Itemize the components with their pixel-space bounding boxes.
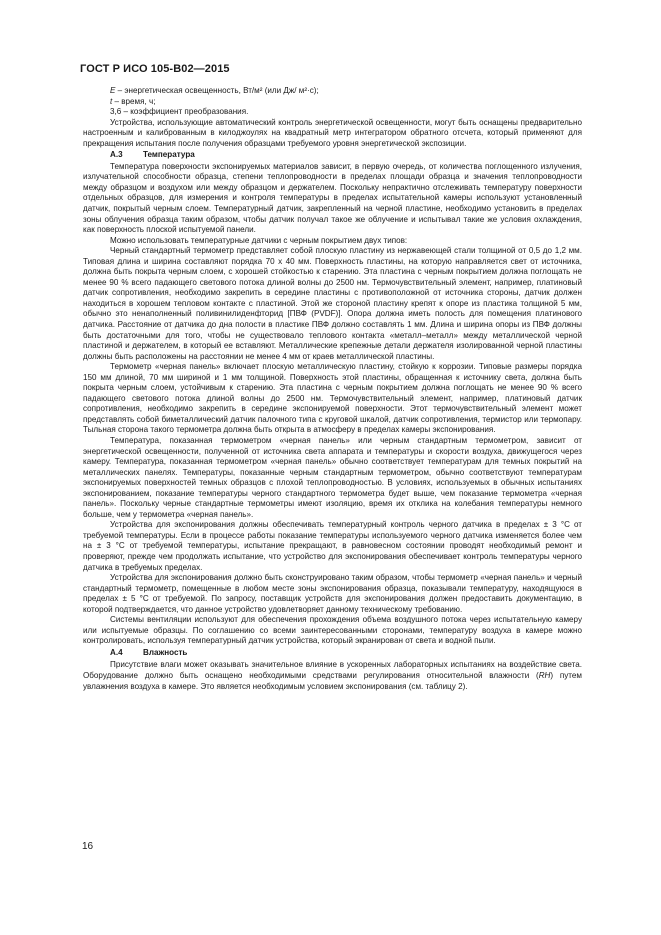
paragraph: Системы вентиляции используют для обеспечения прохождения объема воздушного потока через испытательную камеру или испытуемые образцы. По соглашению со всеми заинтересованными сторонами, температуру воздуха в камере можно контролировать, используя температурный датчик устройства, который экранирован от света и водной пыли. [83,615,582,646]
paragraph: Черный стандартный термометр представляет собой плоскую пластину из нержавеющей стали толщиной от 0,5 до 1,2 мм. Типовая длина и ширина составляют порядка 70 х 40 мм. Поверхность пластины, на которую направляется свет от источника, должна быть покрыта черным слоем, с хорошей стойкостью к старению. Эта пластина с черным покрытием должна поглощать не менее 90 % всего падающего светового потока длиной волны до 2500 нм. Термочувствительный элемент, например, платиновый датчик сопротивления, необходимо закрепить в середине пластины с противоположной от источника стороны, датчик должен находиться в хорошем тепловом контакте с пластиной. Этой же стороной пластину крепят к опоре из пластика толщиной 5 мм, обычно это ненаполненный поливинилиденфторид [ПВФ (PVDF)]. Опора должна иметь полость для помещения платинового датчика. Расстояние от датчика до дна полости в пластике ПВФ должно составлять 1 мм. Длина и ширина опоры из ПВФ должны быть достаточными для того, чтобы не существовало теплового контакта «металл–металл» между металлической черной пластиной и держателем, в который ее вставляют. Металлические крепежные детали держателя изолированной черной пластины должны быть расположены на расстоянии не менее 4 мм от краев металлической пластины. [83,246,582,361]
page-header: ГОСТ Р ИСО 105-В02—2015 [80,63,230,75]
section-heading-a4: А.4 Влажность [110,647,188,657]
definition-t: t – время, ч; [110,96,156,106]
paragraph: Можно использовать температурные датчики с черным покрытием двух типов: [110,235,408,245]
definition-e: E – энергетическая освещенность, Вт/м² (или Дж/ м²·с); [110,86,319,95]
paragraph: Температура поверхности экспонируемых материалов зависит, в первую очередь, от количества поглощенного излучения, излучательной способности образца, степени теплопроводности в пределах площади образца и значения теплопроводности между образцом и воздухом или между образцом и держателем. Поскольку непрактично отслеживать температуру поверхности отдельных образцов, для измерения и контроля температуры в пределах испытательной камеры используют установленный датчик, покрытый черным слоем. Температурный датчик, закрепленный на черной пластине, необходимо установить в пределах зоны облучения образца таким образом, чтобы датчик получал такое же облучение и испытывал такие же условия охлаждения, как поверхность плоской испытуемой панели. [83,161,582,235]
page-number: 16 [82,841,94,852]
page-body [83,86,582,692]
paragraph: Присутствие влаги может оказывать значительное влияние в ускоренных лабораторных испытаниях на воздействие света. Оборудование должно быть оснащено необходимыми средствами регулирования относительной влажности (RH) путем увлажнения воздуха в камере. Это является необходимым условием экспонирования (см. таблицу 2). [83,660,582,691]
paragraph: Термометр «черная панель» включает плоскую металлическую пластину, стойкую к коррозии. Типовые размеры порядка 150 мм длиной, 70 мм шириной и 1 мм толщиной. Поверхность этой пластины, обращенная к источнику света, должна быть покрыта черным слоем, устойчивым к старению. Эта пластина с черным покрытием должна поглощать не менее 90 % всего падающего светового потока длиной волны до 2500 нм. Термочувствительный элемент, например, платиновый датчик сопротивления, необходимо закрепить в середине экспонируемой поверхности. Этот термочувствительный элемент может представлять собой биметаллический датчик палочного типа с круговой шкалой, датчик сопротивления, термистор или термопару. Тыльная сторона такого термометра должна быть открыта в атмосферу в пределах камеры экспонирования. [83,362,582,435]
section-heading-a3: А.3 Температура [110,150,195,160]
paragraph: Температура, показанная термометром «черная панель» или черным стандартным термометром, зависит от энергетической освещенности, полученной от источника света аппарата и температуры и скорости воздуха, движущегося через камеру. Температура, показанная термометром «черная панель» обычно соответствует температурам для темных покрытий на металлических панелях. Температуры, показанные черным стандартным термометром, обычно соответствуют температурам экспонируемых поверхностей темных образцов с плохой теплопроводностью. В условиях, используемых в обычных испытаниях экспонированием, показание температуры черного стандартного термометра будет выше, чем показание термометра «черная панель». Поскольку черные стандартные термометры имеют изоляцию, время их отклика на колебания температуры немного больше, чем у термометра «черная панель». [83,436,582,519]
paragraph: Устройства для экспонирования должно быть сконструировано таким образом, чтобы термометр «черная панель» и черный стандартный термометр, помещенные в любом месте зоны экспонирования образца, показывали температуру, находящуюся в пределах ± 5 °С от требуемой. По запросу, поставщик устройств для экспонирования должен предоставить документацию, в которой подтверждается, что данное устройство удовлетворяет данному техническому требованию. [83,573,582,614]
definition-coef: 3,6 – коэффициент преобразования. [110,107,249,117]
paragraph: Устройства, использующие автоматический контроль энергетической освещенности, могут быть оснащены предварительно настроенным и калиброванным в килоджоулях на квадратный метр интегратором обратного отсчета, который применяют для прекращения испытания после получения образцами требуемого уровня энергетической экспозиции. [83,117,582,148]
paragraph: Устройства для экспонирования должны обеспечивать температурный контроль черного датчика в пределах ± 3 °С от требуемой температуры. Если в процессе работы показание температуры используемого черного датчика изменяется более чем на ± 3 °С от требуемой температуры, испытание прекращают, в равновесном состоянии проводят необходимый ремонт и проверяют, прежде чем продолжать испытание, что устройство для экспонирования обеспечивает контроль температуры черного датчика в требуемых пределах. [83,520,582,572]
